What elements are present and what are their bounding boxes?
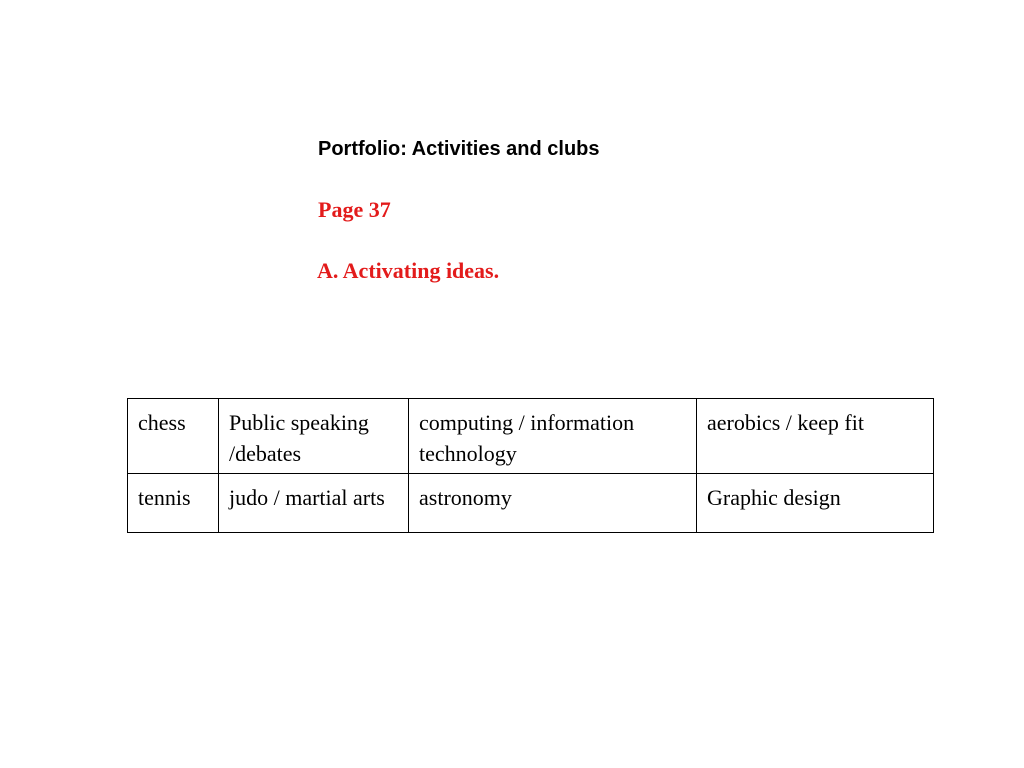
table-cell: aerobics / keep fit bbox=[697, 399, 934, 474]
table-row bbox=[128, 474, 934, 533]
activities-table bbox=[127, 398, 934, 533]
table-cell: Graphic design bbox=[697, 474, 934, 533]
page-title: Portfolio: Activities and clubs bbox=[318, 138, 600, 160]
table-cell: chess bbox=[128, 399, 219, 474]
table-cell: Public speaking /debates bbox=[219, 399, 409, 474]
table-row bbox=[128, 399, 934, 474]
table-cell: astronomy bbox=[409, 474, 697, 533]
page-reference: Page 37 bbox=[318, 197, 391, 222]
table-cell: tennis bbox=[128, 474, 219, 533]
table-cell: computing / information technology bbox=[409, 399, 697, 474]
section-heading: A. Activating ideas. bbox=[317, 258, 500, 283]
table-cell: judo / martial arts bbox=[219, 474, 409, 533]
